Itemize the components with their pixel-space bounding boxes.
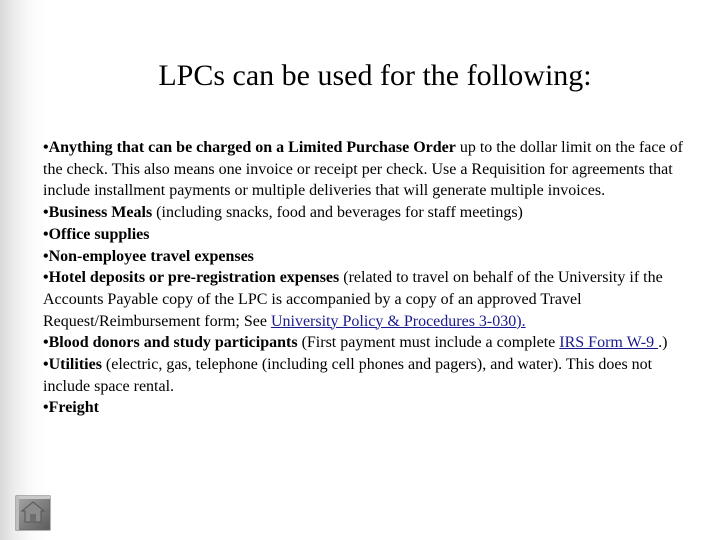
list-item <box>43 224 703 246</box>
home-navigation-icon[interactable] <box>15 495 51 531</box>
item-text: (including snacks, food and beverages for staff meetings) <box>152 204 523 222</box>
list-item <box>43 267 703 332</box>
list-item <box>43 202 703 224</box>
list-item <box>43 332 703 354</box>
slide-body <box>43 137 703 419</box>
item-text: up to the dollar limit on the face of the check. This also means one invoice or receipt per check. Use a Requisition for agreements that include installment payments or multiple deliveries that will generate multiple invoices. <box>43 139 683 200</box>
item-text: (First payment must include a complete <box>297 334 560 352</box>
list-item <box>43 354 703 397</box>
item-bold-label: •Anything that can be charged on a Limited Purchase Order <box>43 139 456 156</box>
item-bold-label: •Utilities <box>43 356 102 374</box>
list-item <box>43 137 703 202</box>
university-policy-link[interactable]: University Policy & Procedures 3-030). <box>270 312 526 330</box>
list-item <box>43 246 703 268</box>
irs-form-w9-link[interactable]: IRS Form W-9 <box>559 334 659 352</box>
item-bold-label: •Business Meals <box>43 204 153 222</box>
item-bold-label: •Blood donors and study participants <box>43 334 298 352</box>
item-text-after: .) <box>658 334 668 352</box>
item-bold-label: •Freight <box>43 399 99 417</box>
item-text: (related to travel on behalf of the University if the Accounts Payable copy of the LPC is accompanied by a copy of an approved Travel Request/Reimbursement form; See <box>43 269 663 330</box>
item-bold-label: •Office supplies <box>43 225 150 243</box>
item-bold-label: •Hotel deposits or pre-registration expenses <box>43 269 340 287</box>
list-item <box>43 397 703 419</box>
item-bold-label: •Non-employee travel expenses <box>43 247 254 265</box>
item-text: (electric, gas, telephone (including cell phones and pagers), and water). This does not include space rental. <box>43 356 653 395</box>
slide-title: LPCs can be used for the following: <box>158 59 592 92</box>
